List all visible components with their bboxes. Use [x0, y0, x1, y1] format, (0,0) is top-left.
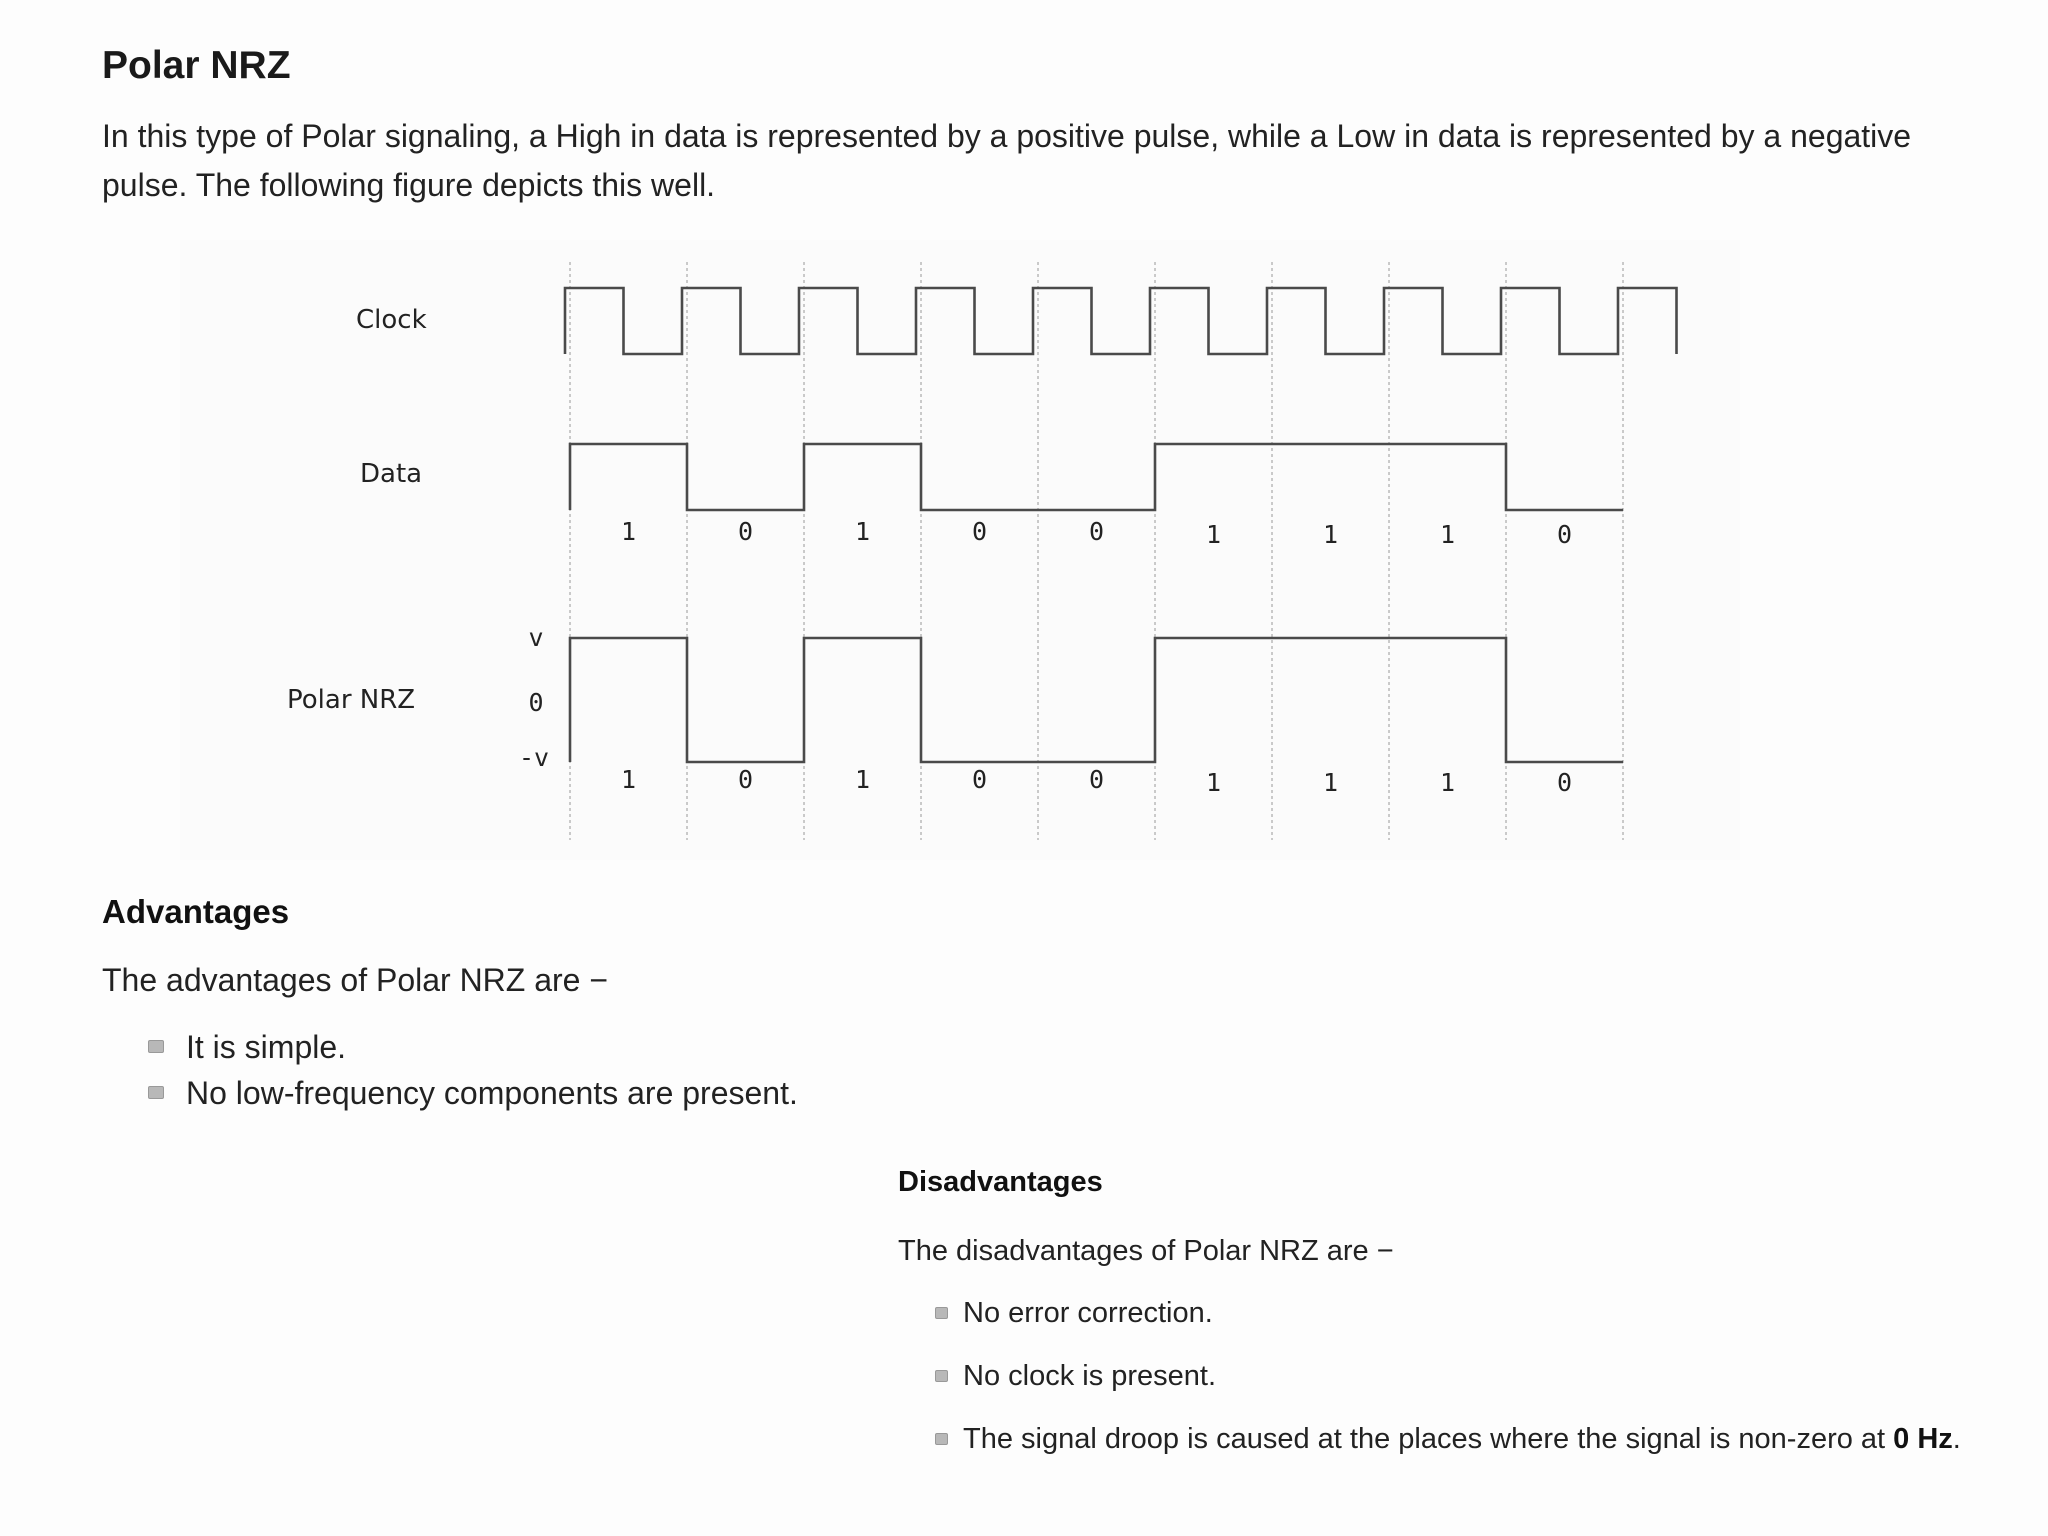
bullet-icon — [148, 1086, 164, 1099]
list-item-text: The signal droop is caused at the places where the signal is non-zero at — [963, 1423, 1894, 1455]
level-minus-v-label: -v — [518, 743, 550, 772]
polar-nrz-label: Polar NRZ — [287, 685, 416, 715]
list-item-text: No low-frequency components are present. — [186, 1075, 798, 1111]
bit-boundary-guides — [570, 262, 1623, 840]
bit-label: 1 — [1205, 768, 1222, 797]
bit-label: 0 — [1556, 768, 1573, 797]
bit-label: 0 — [737, 765, 754, 794]
clock-label: Clock — [356, 305, 427, 335]
bit-label: 0 — [971, 765, 988, 794]
zero-hz-emphasis: 0 Hz — [1893, 1423, 1953, 1455]
disadvantages-intro: The disadvantages of Polar NRZ are − — [898, 1235, 1394, 1267]
bullet-icon — [935, 1307, 948, 1319]
bit-label: 1 — [854, 765, 871, 794]
bit-label: 1 — [620, 765, 637, 794]
advantages-list — [148, 1024, 798, 1116]
list-item — [148, 1070, 798, 1116]
bit-label: 1 — [854, 517, 871, 546]
data-label: Data — [360, 459, 423, 489]
list-item — [935, 1296, 2038, 1330]
list-item-text: No error correction. — [963, 1297, 1213, 1329]
advantages-intro: The advantages of Polar NRZ are − — [102, 962, 609, 998]
bullet-icon — [935, 1433, 948, 1445]
disadvantages-list — [935, 1296, 2038, 1456]
bit-label: 0 — [1088, 765, 1105, 794]
bit-label: 1 — [1205, 520, 1222, 549]
bullet-icon — [935, 1370, 948, 1382]
page-title: Polar NRZ — [102, 44, 291, 87]
list-item — [935, 1422, 2038, 1456]
data-waveform — [570, 444, 1623, 510]
bit-label: 0 — [971, 517, 988, 546]
list-item-text: No clock is present. — [963, 1360, 1217, 1392]
polar-nrz-waveform — [570, 638, 1623, 762]
bit-label: 0 — [1556, 520, 1573, 549]
level-v-label: v — [528, 623, 544, 652]
disadvantages-heading: Disadvantages — [898, 1166, 1103, 1198]
waveform-diagram — [180, 240, 1740, 860]
list-item — [935, 1359, 2038, 1393]
polar-nrz-bit-labels — [621, 765, 1572, 797]
advantages-heading: Advantages — [102, 893, 290, 930]
clock-waveform — [565, 288, 1677, 354]
bit-label: 1 — [620, 517, 637, 546]
bit-label: 1 — [1439, 520, 1456, 549]
disadvantages-section — [898, 1166, 2038, 1485]
bit-label: 1 — [1439, 768, 1456, 797]
bit-label: 1 — [1322, 520, 1339, 549]
bit-label: 0 — [1088, 517, 1105, 546]
list-item-end: . — [1952, 1423, 1961, 1455]
bit-label: 0 — [737, 517, 754, 546]
polar-nrz-figure — [180, 240, 1740, 860]
bullet-icon — [148, 1040, 164, 1053]
data-bit-labels — [621, 517, 1572, 549]
list-item — [148, 1024, 798, 1070]
intro-paragraph: In this type of Polar signaling, a High in data is represented by a positive pulse, while a Low in data is represented by a negative pulse. The following figure depicts this well. — [102, 118, 1912, 203]
bit-label: 1 — [1322, 768, 1339, 797]
list-item-text: It is simple. — [186, 1029, 347, 1065]
level-zero-label: 0 — [528, 688, 544, 717]
